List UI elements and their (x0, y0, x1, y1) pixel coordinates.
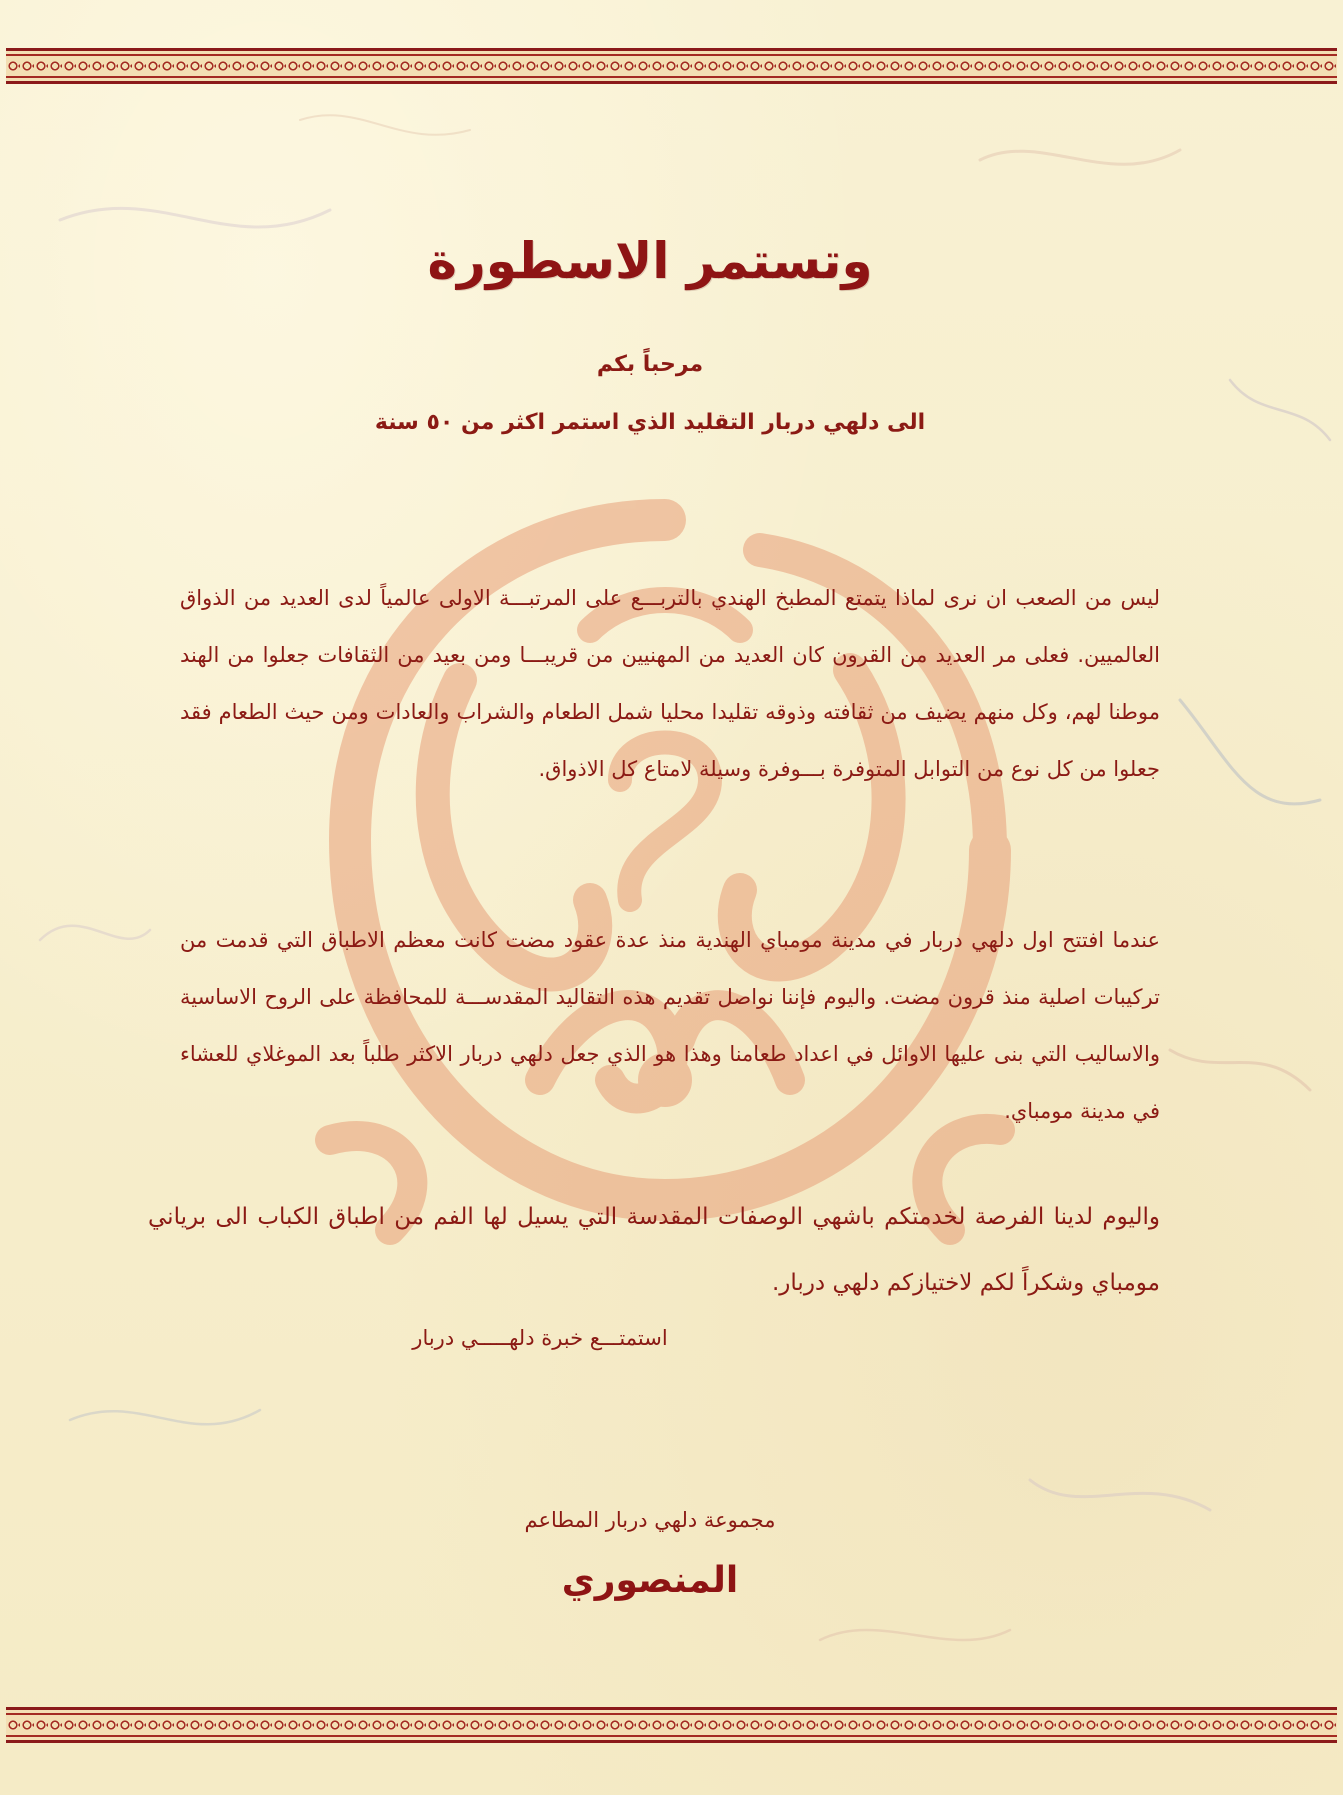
ornamental-border-top (6, 48, 1337, 84)
group-name (140, 1508, 1160, 1532)
paragraph-restaurant-history: عندما افتتح اول دلهي دربار في مدينة مومباي الهندية منذ عدة عقود مضت كانت معظم الاطباق التي قدمت من تركيبات اصلية منذ قرون مضت. واليوم فإننا نواصل تقديم هذه التقاليد المقدســـة للمحافظة على الروح الاساسية والاساليب التي بنى عليها الاوائل في اعداد طعامنا وهذا هو الذي جعل دلهي دربار الاكثر طلباً بعد الموغلاي للعشاء في مدينة مومباي. (180, 928, 1160, 1123)
ornamental-border-bottom (6, 1707, 1337, 1743)
signature: المنصوري (561, 1560, 739, 1601)
paragraph-cuisine-history: ليس من الصعب ان نرى لماذا يتمتع المطبخ الهندي بالتربـــع على المرتبـــة الاولى عالمياً لدى العديد من الذواق العالميين. فعلى مر العديد من القرون كان العديد من المهنيين من قريبـــا ومن بعيد من الثقافات جعلوا من الهند موطنا لهم، وكل منهم يضيف من ثقافته وذوقه تقليدا محليا شمل الطعام والشراب والعادات ومن حيث الطعام فقد جعلوا من كل نوع من التوابل المتوفرة بـــوفرة وسيلة لامتاع كل الاذواق. (180, 586, 1160, 781)
welcome-heading: مرحباً بكم (596, 352, 704, 377)
group-name-text: مجموعة دلهي دربار المطاعم (524, 1508, 776, 1532)
welcome-subheading: الى دلهي دربار التقليد الذي استمر اكثر من ٥٠ سنة (374, 410, 926, 435)
page-title: وتستمر الاسطورة (427, 232, 873, 290)
signoff-line (140, 1326, 1160, 1350)
signoff-text: استمتـــع خبرة دلهـــــي دربار (412, 1326, 668, 1350)
paragraph-invitation: واليوم لدينا الفرصة لخدمتكم باشهي الوصفات المقدسة التي يسيل لها الفم من اطباق الكباب الى برياني مومباي وشكراً لكم لاختيازكم دلهي دربار. (148, 1204, 1160, 1296)
